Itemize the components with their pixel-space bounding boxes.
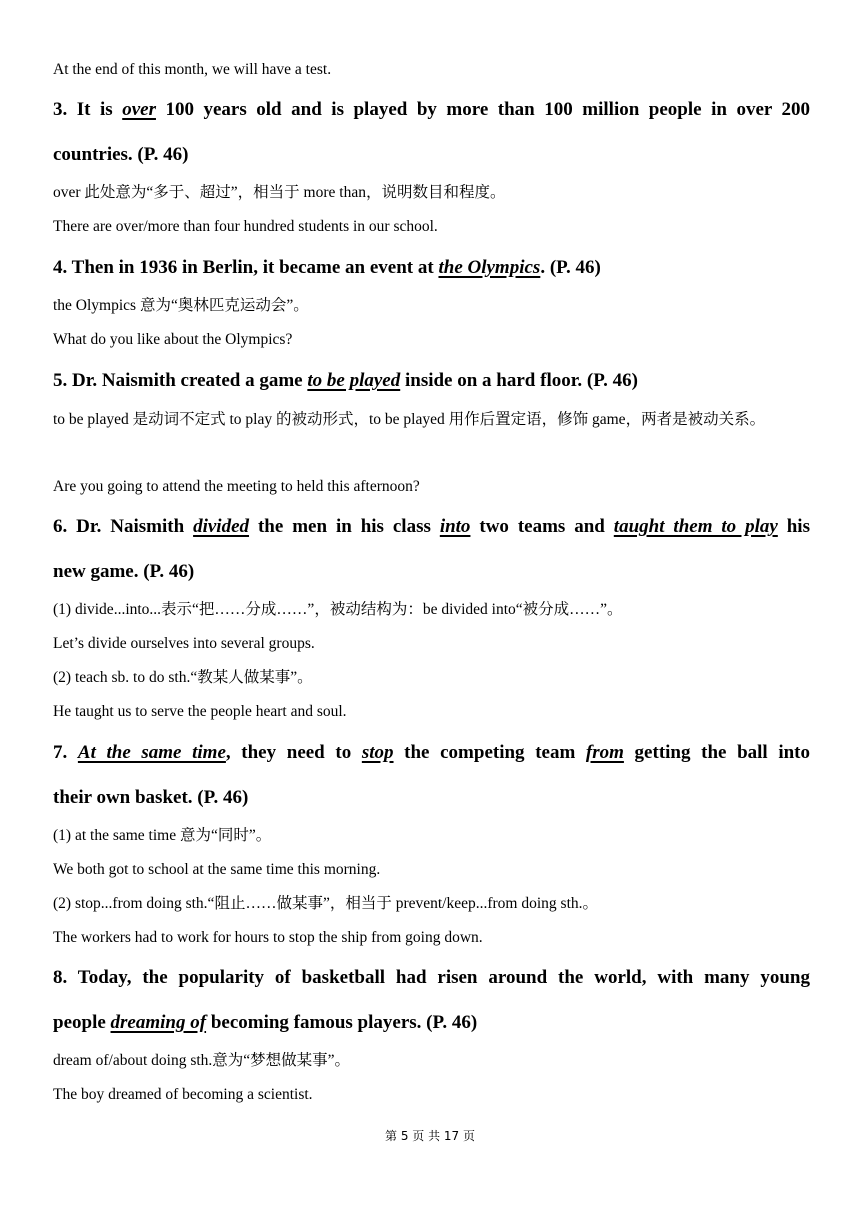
heading-item-6: 6. Dr. Naismith divided the men in his class into two teams and taught them to play his xyxy=(53,516,810,537)
note-text: (2) stop...from doing sth.“阻止……做某事”，相当于 prevent/keep...from doing sth.。 xyxy=(53,895,599,912)
keyword-the-olympics: the Olympics xyxy=(438,257,541,278)
heading-item-6-cont: new game. (P. 46) xyxy=(53,561,195,582)
keyword-to-be-played: to be played xyxy=(307,370,401,391)
keyword-dreaming-of: dreaming of xyxy=(110,1012,207,1033)
note-text: (1) at the same time 意为“同时”。 xyxy=(53,827,272,844)
example-sentence: Let’s divide ourselves into several groups. xyxy=(53,635,315,652)
heading-item-5: 5. Dr. Naismith created a game to be played inside on a hard floor. (P. 46) xyxy=(53,370,638,391)
keyword-from: from xyxy=(585,742,624,763)
keyword-at-the-same-time: At the same time xyxy=(77,742,226,763)
note-text: dream of/about doing sth.意为“梦想做某事”。 xyxy=(53,1052,351,1069)
example-sentence: Are you going to attend the meeting to held this afternoon? xyxy=(53,478,420,495)
note-text: to be played 是动词不定式 to play 的被动形式，to be played 用作后置定语，修饰 game，两者是被动关系。 xyxy=(53,411,766,428)
keyword-divided: divided xyxy=(193,516,250,537)
example-sentence: At the end of this month, we will have a test. xyxy=(53,61,332,78)
note-text: over 此处意为“多于、超过”，相当于 more than，说明数目和程度。 xyxy=(53,184,506,201)
heading-item-3-cont: countries. (P. 46) xyxy=(53,144,189,165)
note-text: (1) divide...into...表示“把……分成……”，被动结构为：be divided into“被分成……”。 xyxy=(53,601,623,618)
heading-item-7-cont: their own basket. (P. 46) xyxy=(53,787,249,808)
heading-item-3: 3. It is over 100 years old and is played by more than 100 million people in over 200 xyxy=(53,99,810,120)
example-sentence: There are over/more than four hundred students in our school. xyxy=(53,218,438,235)
keyword-into: into xyxy=(439,516,471,537)
example-sentence: What do you like about the Olympics? xyxy=(53,331,293,348)
note-text: (2) teach sb. to do sth.“教某人做某事”。 xyxy=(53,669,313,686)
example-sentence: The workers had to work for hours to stop the ship from going down. xyxy=(53,929,483,946)
heading-item-7: 7. At the same time, they need to stop the competing team from getting the ball into xyxy=(53,742,811,763)
page-footer: 第 5 页 共 17 页 xyxy=(385,1129,475,1143)
keyword-taught-them-to-play: taught them to play xyxy=(613,516,778,537)
note-text: the Olympics 意为“奥林匹克运动会”。 xyxy=(53,297,309,314)
example-sentence: The boy dreamed of becoming a scientist. xyxy=(53,1086,313,1103)
heading-item-8-cont: people dreaming of becoming famous players. (P. 46) xyxy=(53,1012,478,1033)
example-sentence: We both got to school at the same time this morning. xyxy=(53,861,381,878)
example-sentence: He taught us to serve the people heart and soul. xyxy=(53,703,347,720)
heading-item-4: 4. Then in 1936 in Berlin, it became an event at the Olympics. (P. 46) xyxy=(53,257,601,278)
heading-item-8: 8. Today, the popularity of basketball had risen around the world, with many young xyxy=(53,967,810,988)
keyword-stop: stop xyxy=(361,742,394,763)
keyword-over: over xyxy=(122,99,156,120)
